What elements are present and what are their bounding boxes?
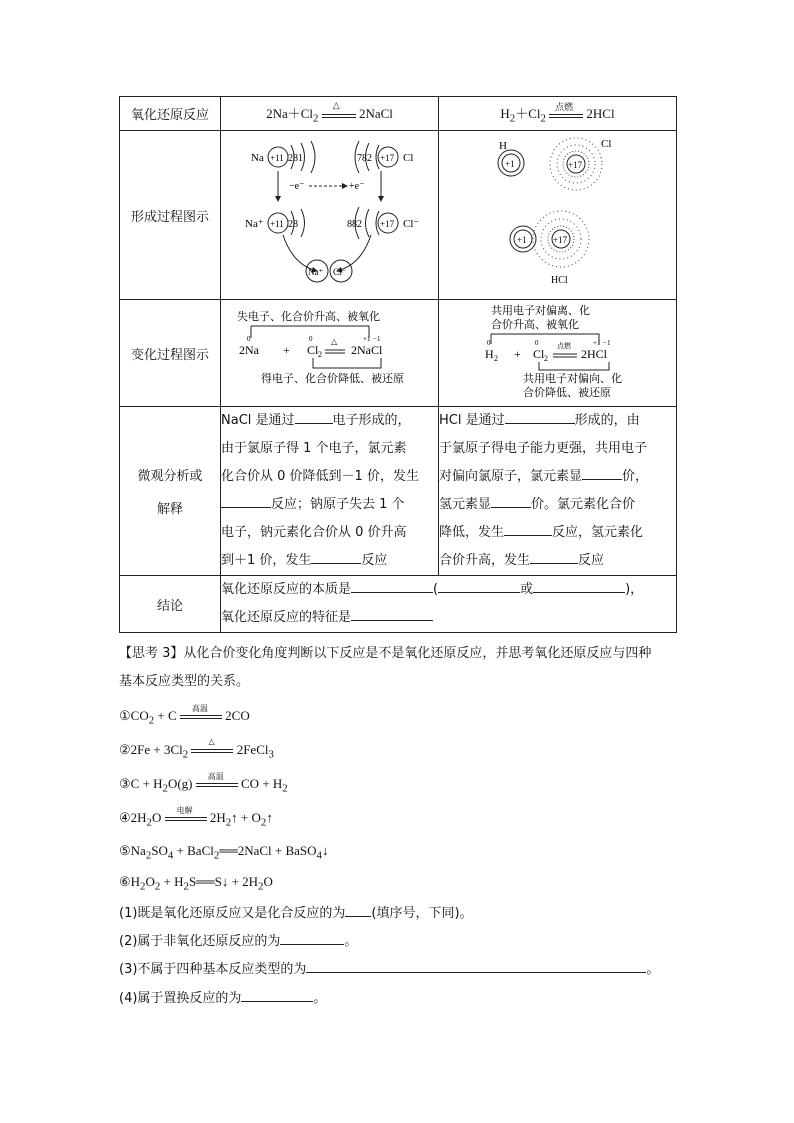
- svg-text:+: +: [283, 343, 290, 357]
- svg-text:2HCl: 2HCl: [581, 347, 608, 361]
- svg-text:H: H: [499, 140, 507, 152]
- svg-text:+17: +17: [553, 235, 568, 245]
- table-row: [120, 97, 677, 131]
- table-row: [120, 407, 677, 576]
- row-label: 形成过程图示: [120, 131, 221, 300]
- reaction-6: $⑥H_2O_2$ + $H_2S══S↓ + 2H_2O$: [119, 874, 273, 893]
- na-ion-label: Na⁺: [245, 218, 264, 230]
- table-row: [120, 131, 677, 300]
- nacl-formation-diagram: [221, 131, 439, 300]
- answer-blank[interactable]: [241, 987, 313, 1002]
- question-3: (3)不属于四种基本反应类型的为 。: [119, 958, 659, 977]
- svg-text:+11: +11: [270, 219, 284, 229]
- svg-text:共用电子对偏向、化: 共用电子对偏向、化: [523, 373, 622, 385]
- svg-text:2: 2: [318, 350, 322, 359]
- think-tag: 【思考 3】: [119, 646, 184, 661]
- answer-blank[interactable]: [491, 493, 531, 508]
- svg-text:−e⁻: −e⁻: [289, 181, 305, 192]
- answer-blank[interactable]: [582, 465, 622, 480]
- question-1: (1)既是氧化还原反应又是化合反应的为 (填序号，下同)。: [119, 902, 473, 921]
- row-label: 氧化还原反应: [120, 97, 221, 131]
- answer-blank[interactable]: [438, 578, 520, 593]
- svg-text:+: +: [514, 347, 521, 361]
- svg-text:0: 0: [309, 335, 313, 343]
- svg-text:Na⁺: Na⁺: [308, 267, 324, 277]
- reaction-3: ③C + $H_2O(g)$ 高温 CO + $H_2$: [119, 772, 288, 795]
- svg-text:+e⁻: +e⁻: [349, 181, 365, 192]
- svg-text:失电子、化合价升高、被氧化: 失电子、化合价升高、被氧化: [237, 311, 380, 323]
- svg-text:Cl: Cl: [601, 138, 612, 150]
- question-2: (2)属于非氧化还原反应的为 。: [119, 930, 357, 949]
- answer-blank[interactable]: [505, 409, 575, 424]
- svg-text:2: 2: [544, 354, 548, 363]
- cl-label: Cl: [403, 152, 414, 164]
- reaction-4: $④2H_2O$ 电解 $2H_2↑$ + $O_2↑$: [119, 806, 273, 829]
- svg-text:HCl: HCl: [551, 275, 568, 286]
- svg-text:782: 782: [357, 153, 372, 164]
- svg-text:0: 0: [535, 339, 539, 347]
- svg-text:281: 281: [288, 153, 303, 164]
- svg-text:H: H: [485, 347, 494, 361]
- table-row: [120, 300, 677, 407]
- reaction-2: ②2Fe + $3Cl_2$ △ 2FeCl$_3$: [119, 737, 274, 761]
- svg-text:2: 2: [494, 354, 498, 363]
- svg-text:合价升高、被氧化: 合价升高、被氧化: [491, 319, 579, 331]
- answer-blank[interactable]: [311, 549, 361, 564]
- answer-blank[interactable]: [351, 606, 433, 621]
- svg-text:882: 882: [347, 219, 362, 230]
- svg-text:−1: −1: [603, 339, 611, 347]
- table-row: [120, 576, 677, 633]
- svg-text:+1: +1: [593, 339, 601, 347]
- svg-text:Cl: Cl: [307, 343, 319, 357]
- svg-text:0: 0: [487, 339, 491, 347]
- equation-nacl: $2Na+Cl_2$ △ 2NaCl: [221, 97, 439, 131]
- nacl-electron-transfer: [221, 300, 439, 407]
- svg-text:0: 0: [247, 335, 251, 343]
- hcl-formation-svg: [439, 131, 676, 295]
- think-prompt: 【思考 3】从化合价变化角度判断以下反应是不是氧化还原反应，并思考氧化还原反应与四种 基本反应类型的关系。: [119, 646, 652, 689]
- svg-text:+17: +17: [380, 219, 395, 229]
- svg-text:+17: +17: [568, 160, 583, 170]
- svg-text:+17: +17: [380, 153, 395, 163]
- na-label: Na: [251, 152, 264, 164]
- svg-text:Cl: Cl: [533, 347, 545, 361]
- cl-ion-label: Cl⁻: [403, 218, 420, 230]
- hcl-formation-diagram: [439, 131, 677, 300]
- nacl-micro-analysis: NaCl 是通过 电子形成的， 由于氯原子得 1 个电子，氯元素 化合价从 0 价降低到－1 价，发生 反应；钠原子失去 1 个 电子，钠元素化合价从 0 价升高 到＋1 价，发生 反应: [221, 407, 439, 576]
- svg-text:合价降低、被还原: 合价降低、被还原: [523, 387, 611, 399]
- svg-text:−1: −1: [373, 335, 381, 343]
- svg-text:共用电子对偏离、化: 共用电子对偏离、化: [491, 305, 590, 317]
- equation-hcl: $H_2+Cl_2$ 点燃 2HCl: [439, 97, 677, 131]
- answer-blank[interactable]: [221, 493, 271, 508]
- svg-text:2Na: 2Na: [239, 343, 259, 357]
- answer-blank[interactable]: [533, 578, 625, 593]
- row-label: 微观分析或 解释: [120, 407, 221, 576]
- svg-text:+1: +1: [363, 335, 371, 343]
- reaction-1: $①CO_2 + C$ 高温 2CO: [119, 704, 250, 727]
- answer-blank[interactable]: [280, 930, 344, 945]
- answer-blank[interactable]: [351, 578, 433, 593]
- svg-text:点燃: 点燃: [557, 342, 571, 350]
- comparison-table: [119, 96, 677, 633]
- svg-text:Cl⁻: Cl⁻: [333, 267, 347, 277]
- conclusion-cell: 氧化还原反应的本质是 ( 或 )， 氧化还原反应的特征是: [221, 576, 677, 633]
- answer-blank[interactable]: [306, 958, 646, 973]
- row-label: 变化过程图示: [120, 300, 221, 407]
- svg-text:+1: +1: [505, 159, 515, 169]
- answer-blank[interactable]: [504, 521, 552, 536]
- svg-text:△: △: [331, 337, 338, 346]
- nacl-formation-svg: [221, 131, 438, 295]
- svg-text:得电子、化合价降低、被还原: 得电子、化合价降低、被还原: [261, 373, 404, 385]
- svg-text:+1: +1: [517, 235, 527, 245]
- question-4: (4)属于置换反应的为 。: [119, 987, 326, 1006]
- answer-blank[interactable]: [345, 902, 371, 917]
- svg-text:28: 28: [288, 219, 298, 230]
- svg-text:+11: +11: [270, 153, 284, 163]
- svg-text:2NaCl: 2NaCl: [351, 343, 383, 357]
- row-label: 结论: [120, 576, 221, 633]
- reaction-5: $⑤Na_2SO_4$ + BaCl$_2$══2NaCl + BaSO$_4$↓: [119, 843, 329, 862]
- answer-blank[interactable]: [530, 549, 578, 564]
- hcl-electron-shift: [439, 300, 677, 407]
- hcl-micro-analysis: HCl 是通过 形成的，由 于氯原子得电子能力更强，共用电子 对偏向氯原子，氯元素显 价， 氢元素显 价。氯元素化合价 降低，发生 反应，氢元素化 合价升高，发生 反应: [439, 407, 677, 576]
- answer-blank[interactable]: [295, 409, 333, 424]
